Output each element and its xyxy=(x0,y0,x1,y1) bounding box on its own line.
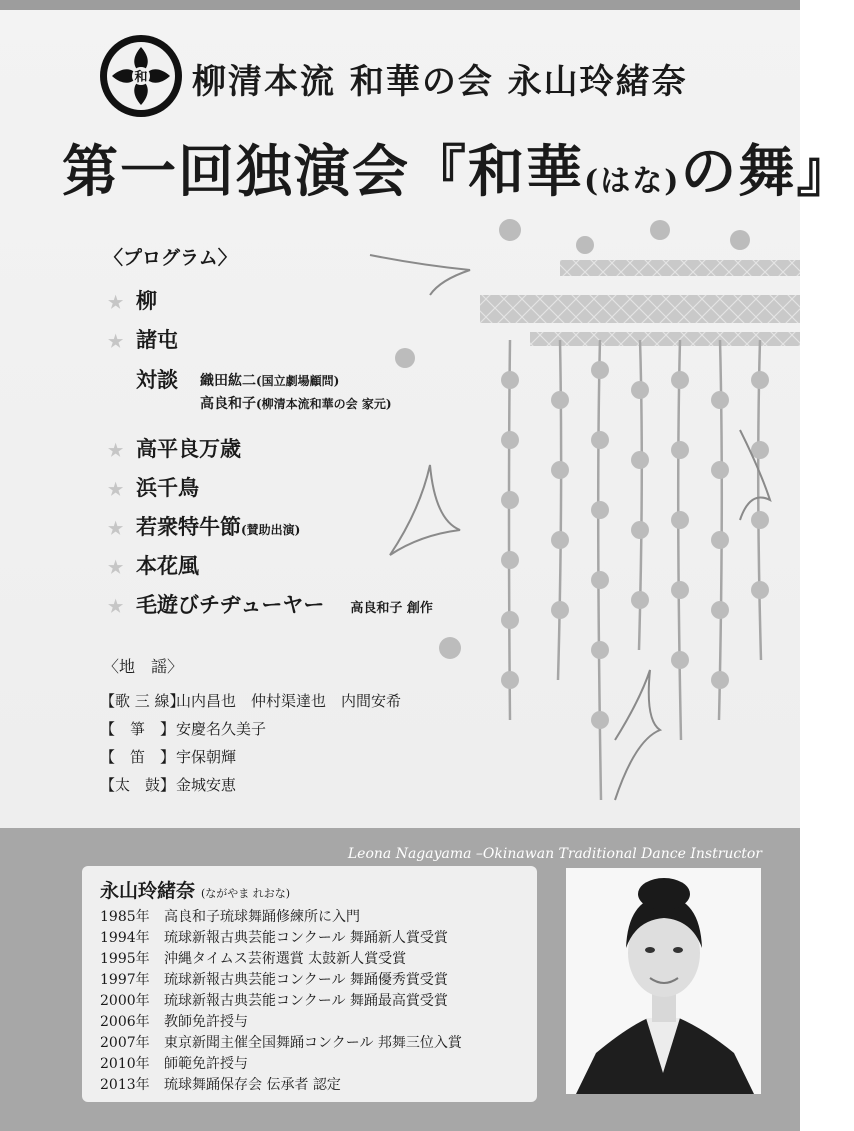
star-icon: ★ xyxy=(108,597,124,617)
bio-row xyxy=(100,990,448,1010)
bio-year: 2010年 xyxy=(100,1056,150,1072)
bio-text: 琉球新報古典芸能コンクール 舞踊新人賞受賞 xyxy=(164,930,448,946)
musician-row xyxy=(100,718,266,739)
musician-row xyxy=(100,774,236,795)
instrument-label: 【 笛 】 xyxy=(100,748,176,766)
star-icon: ★ xyxy=(108,441,124,461)
portrait-photo xyxy=(566,868,761,1094)
bio-text: 琉球新報古典芸能コンクール 舞踊優秀賞受賞 xyxy=(164,972,448,988)
bio-text: 沖縄タイムス芸術選賞 太鼓新人賞受賞 xyxy=(164,951,407,967)
guest-name: 高良和子 xyxy=(200,396,256,412)
star-icon: ★ xyxy=(108,480,124,500)
program-item xyxy=(108,285,157,315)
bio-year: 2007年 xyxy=(100,1035,150,1051)
taidan-label: 対談 xyxy=(136,367,178,392)
jiutai-heading: 〈地 謡〉 xyxy=(103,657,184,676)
bio-text: 琉球舞踊保存会 伝承者 認定 xyxy=(164,1077,341,1093)
bio-row xyxy=(100,906,360,926)
bio-year: 1994年 xyxy=(100,930,150,946)
troupe-line: 柳清本流 和華の会 永山玲緒奈 xyxy=(192,62,688,102)
bio-year: 2000年 xyxy=(100,993,150,1009)
bio-year: 1997年 xyxy=(100,972,150,988)
bio-row xyxy=(100,1053,248,1073)
program-item xyxy=(108,433,241,463)
program-item xyxy=(108,472,199,502)
guest-role: (柳清本流和華の会 家元) xyxy=(256,397,392,411)
musician-names: 金城安恵 xyxy=(176,776,237,794)
bio-text: 教師免許授与 xyxy=(164,1014,248,1030)
guest-name: 織田紘二 xyxy=(200,373,256,389)
title-ruby: (はな) xyxy=(584,164,681,199)
title-main: 第一回独演会『和華 xyxy=(62,139,584,205)
bio-text: 東京新聞主催全国舞踊コンクール 邦舞三位入賞 xyxy=(164,1035,462,1051)
program-credit: 高良和子 創作 xyxy=(350,601,433,616)
bio-text: 高良和子琉球舞踊修練所に入門 xyxy=(164,909,360,925)
bio-row xyxy=(100,1074,341,1094)
instrument-label: 【歌 三 線】 xyxy=(100,692,185,710)
profile-caption: Leona Nagayama –Okinawan Traditional Dance Instructor xyxy=(347,846,762,862)
program-item xyxy=(108,324,178,354)
program-title: 浜千鳥 xyxy=(136,475,199,500)
guest-role: (国立劇場顧問) xyxy=(256,374,340,388)
musician-names: 宇保朝輝 xyxy=(176,748,237,766)
bio-year: 2006年 xyxy=(100,1014,150,1030)
program-title: 毛遊びチヂューヤー xyxy=(136,592,325,617)
top-border xyxy=(0,0,800,10)
program-title: 諸屯 xyxy=(136,327,178,352)
event-title xyxy=(62,128,854,208)
star-icon: ★ xyxy=(108,519,124,539)
musician-row xyxy=(100,746,236,767)
bio-text: 琉球新報古典芸能コンクール 舞踊最高賞受賞 xyxy=(164,993,448,1009)
program-item xyxy=(108,511,300,541)
program-note: (賛助出演) xyxy=(241,523,301,537)
bio-year: 1985年 xyxy=(100,909,150,925)
bio-text: 師範免許授与 xyxy=(164,1056,248,1072)
musician-names: 山内昌也 仲村渠達也 内間安希 xyxy=(176,692,402,710)
program-item xyxy=(108,550,199,580)
bio-name xyxy=(100,876,290,903)
name-reading: (ながやま れおな) xyxy=(201,887,291,900)
program-title: 高平良万歳 xyxy=(136,436,241,461)
family-crest-icon xyxy=(98,33,184,119)
program-title: 若衆特牛節 xyxy=(136,514,241,539)
program-title: 柳 xyxy=(136,288,157,313)
guest-line xyxy=(200,393,392,413)
program-item xyxy=(108,589,433,619)
performer-name: 永山玲緒奈 xyxy=(100,880,196,902)
bio-row xyxy=(100,948,406,968)
title-end: の舞』 xyxy=(680,139,854,205)
wisteria-illustration xyxy=(360,200,800,830)
instrument-label: 【 箏 】 xyxy=(100,720,176,738)
bio-row xyxy=(100,1032,462,1052)
musician-row xyxy=(100,690,401,711)
bio-year: 1995年 xyxy=(100,951,150,967)
bio-row xyxy=(100,1011,248,1031)
bio-row xyxy=(100,969,448,989)
star-icon: ★ xyxy=(108,558,124,578)
star-icon: ★ xyxy=(108,293,124,313)
bio-row xyxy=(100,927,448,947)
guest-line xyxy=(200,370,339,390)
musician-names: 安慶名久美子 xyxy=(176,720,267,738)
bio-year: 2013年 xyxy=(100,1077,150,1093)
instrument-label: 【太 鼓】 xyxy=(100,776,176,794)
program-title: 本花風 xyxy=(136,553,199,578)
crest-char: 和 xyxy=(134,70,148,85)
program-heading: 〈プログラム〉 xyxy=(104,247,237,269)
star-icon: ★ xyxy=(108,332,124,352)
